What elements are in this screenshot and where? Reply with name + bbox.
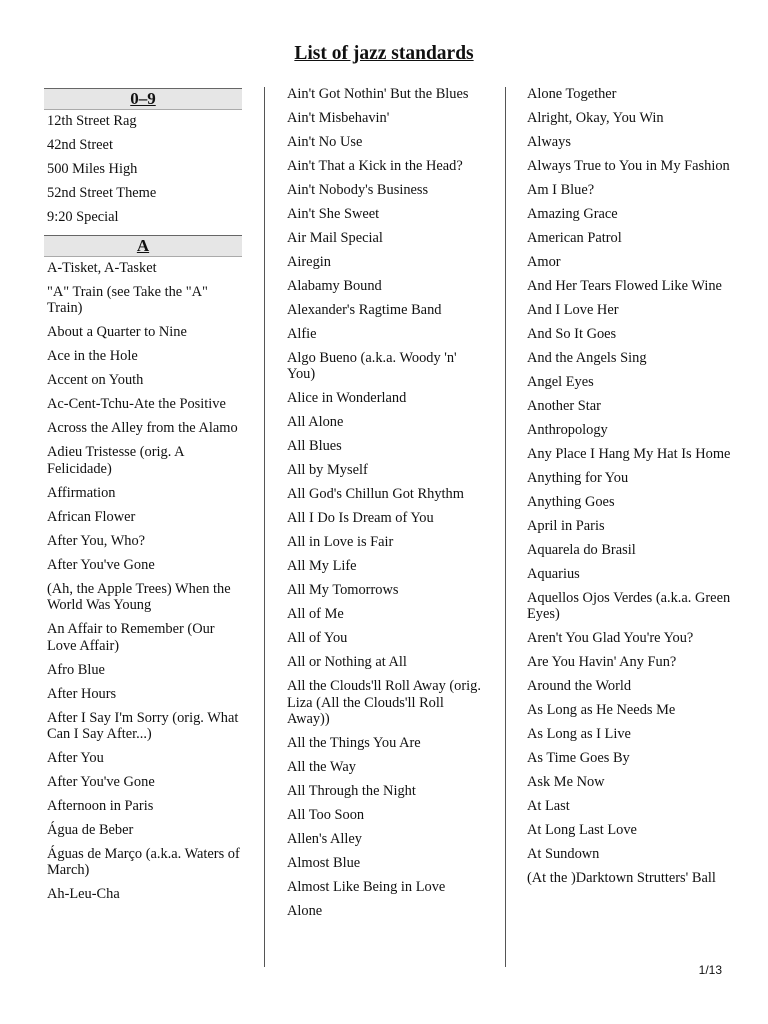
- section-heading-text: A: [136, 236, 150, 255]
- list-item: About a Quarter to Nine: [47, 324, 187, 341]
- list-item: Algo Bueno (a.k.a. Woody 'n' You): [287, 350, 457, 383]
- list-item: Around the World: [527, 678, 632, 695]
- list-item: Aquarius: [527, 566, 580, 582]
- list-item: (At the )Darktown Strutters' Ball: [527, 870, 716, 887]
- list-item: And I Love Her: [527, 302, 619, 318]
- list-item: Anything for You: [527, 470, 629, 486]
- list-item: At Long Last Love: [527, 822, 637, 839]
- list-item: After You've Gone: [47, 556, 155, 573]
- list-item: Anything Goes: [527, 494, 615, 510]
- list-item: Adieu Tristesse (orig. A Felicidade): [47, 444, 184, 477]
- list-item: Across the Alley from the Alamo: [47, 420, 238, 437]
- section-list-0-9: [44, 113, 242, 233]
- list-item: All Alone: [287, 414, 344, 431]
- column-divider: [264, 87, 265, 967]
- list-item: (Ah, the Apple Trees) When the World Was Young: [47, 580, 231, 614]
- list-item: As Long as He Needs Me: [527, 702, 676, 719]
- list-item: Almost Blue: [287, 855, 361, 872]
- section-heading-text: 0–9: [130, 89, 156, 108]
- column-3: [527, 86, 732, 894]
- section-heading-0-9: [44, 88, 242, 110]
- list-item: Air Mail Special: [287, 230, 383, 246]
- list-item: Amor: [527, 254, 561, 270]
- list-item: All Blues: [287, 438, 342, 455]
- section-heading-a: [44, 235, 242, 257]
- page-number: 1/13: [698, 963, 722, 977]
- list-item: A-Tisket, A-Tasket: [47, 260, 157, 276]
- list-item: Affirmation: [47, 484, 116, 501]
- list-item: Afro Blue: [47, 661, 105, 678]
- list-item: African Flower: [47, 508, 136, 525]
- list-item: All the Clouds'll Roll Away (orig. Liza (All the Clouds'll Roll Away)): [287, 678, 481, 728]
- list-item: Ac-Cent-Tchu-Ate the Positive: [47, 396, 226, 413]
- list-item: Alright, Okay, You Win: [527, 110, 664, 126]
- list-item: All by Myself: [287, 462, 368, 479]
- list-item: All I Do Is Dream of You: [287, 510, 434, 527]
- list-item: 42nd Street: [47, 137, 113, 153]
- list-item: All or Nothing at All: [287, 654, 407, 671]
- list-item: Airegin: [287, 254, 331, 270]
- list-item: Alabamy Bound: [287, 278, 382, 294]
- list-item: Any Place I Hang My Hat Is Home: [527, 446, 731, 462]
- list-item: Amazing Grace: [527, 206, 618, 222]
- list-item: Alfie: [287, 326, 317, 342]
- list-item: Ain't She Sweet: [287, 206, 380, 222]
- list-item: April in Paris: [527, 518, 605, 534]
- list-item: 9:20 Special: [47, 209, 119, 225]
- list-item: And So It Goes: [527, 326, 617, 342]
- list-item: All Through the Night: [287, 783, 416, 800]
- list-item: As Long as I Live: [527, 726, 631, 743]
- list-item: Anthropology: [527, 422, 608, 438]
- list-item: Alexander's Ragtime Band: [287, 302, 442, 318]
- list-item: Alice in Wonderland: [287, 390, 407, 407]
- list-item: Angel Eyes: [527, 374, 594, 390]
- list-item: Aquarela do Brasil: [527, 542, 636, 558]
- list-item: Are You Havin' Any Fun?: [527, 654, 677, 671]
- list-item: Ain't That a Kick in the Head?: [287, 158, 463, 174]
- list-item: After You: [47, 750, 104, 767]
- list-item: Always True to You in My Fashion: [527, 158, 730, 174]
- list-item: Ace in the Hole: [47, 348, 138, 365]
- list-item: At Sundown: [527, 846, 600, 863]
- list-item: As Time Goes By: [527, 750, 630, 767]
- list-item: All of You: [287, 630, 348, 647]
- column-divider: [505, 87, 506, 967]
- list-item: Aquellos Ojos Verdes (a.k.a. Green Eyes): [527, 590, 731, 623]
- list-item: Água de Beber: [47, 822, 134, 839]
- list-item: Always: [527, 134, 571, 150]
- list-item: Alone: [287, 903, 323, 920]
- list-item: Afternoon in Paris: [47, 798, 154, 815]
- list-item: After Hours: [47, 685, 117, 702]
- list-item: All in Love is Fair: [287, 534, 394, 551]
- list-item: And the Angels Sing: [527, 350, 647, 366]
- list-item: Another Star: [527, 398, 601, 414]
- standards-list: [287, 86, 487, 927]
- section-list-a: [44, 260, 242, 910]
- document-title: List of jazz standards: [294, 43, 474, 64]
- list-item: All of Me: [287, 606, 344, 623]
- list-item: All My Tomorrows: [287, 582, 399, 599]
- list-item: All Too Soon: [287, 807, 365, 824]
- list-item: An Affair to Remember (Our Love Affair): [47, 621, 215, 654]
- list-item: After You, Who?: [47, 532, 146, 549]
- list-item: Ain't No Use: [287, 134, 363, 150]
- list-item: American Patrol: [527, 230, 622, 246]
- list-item: All God's Chillun Got Rhythm: [287, 486, 464, 503]
- list-item: Ain't Got Nothin' But the Blues: [287, 86, 469, 102]
- column-1: [44, 86, 242, 910]
- list-item: All My Life: [287, 558, 357, 575]
- column-2: [287, 86, 487, 927]
- list-item: Ain't Nobody's Business: [287, 182, 429, 198]
- list-item: All the Way: [287, 759, 356, 776]
- list-item: Am I Blue?: [527, 182, 595, 198]
- list-item: All the Things You Are: [287, 735, 421, 752]
- list-item: Aren't You Glad You're You?: [527, 630, 694, 647]
- list-item: Ask Me Now: [527, 774, 605, 791]
- list-item: Ain't Misbehavin': [287, 110, 390, 126]
- list-item: And Her Tears Flowed Like Wine: [527, 278, 722, 294]
- list-item: Allen's Alley: [287, 831, 362, 848]
- list-item: After You've Gone: [47, 774, 155, 791]
- list-item: Almost Like Being in Love: [287, 879, 446, 896]
- list-item: "A" Train (see Take the "A" Train): [47, 284, 208, 317]
- list-item: Águas de Março (a.k.a. Waters of March): [47, 846, 240, 879]
- list-item: Alone Together: [527, 86, 617, 102]
- list-item: 500 Miles High: [47, 161, 138, 177]
- list-item: 12th Street Rag: [47, 113, 137, 129]
- list-item: Ah-Leu-Cha: [47, 886, 120, 903]
- list-item: At Last: [527, 798, 570, 815]
- list-item: Accent on Youth: [47, 372, 144, 389]
- standards-list: [527, 86, 732, 894]
- list-item: After I Say I'm Sorry (orig. What Can I Say After...): [47, 709, 239, 743]
- list-item: 52nd Street Theme: [47, 185, 157, 201]
